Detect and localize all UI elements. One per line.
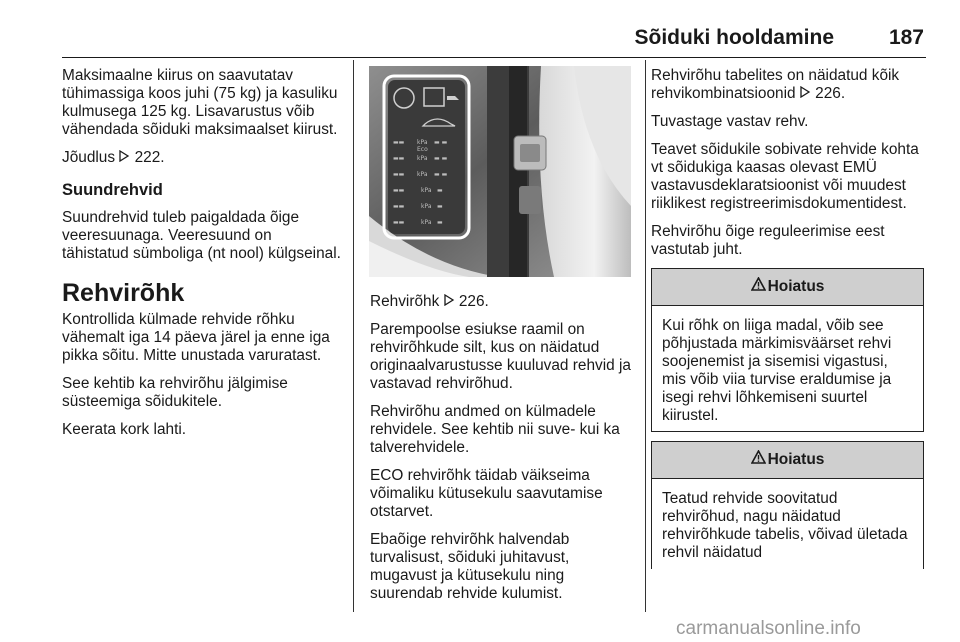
svg-text:▬ ▬: ▬ ▬ xyxy=(434,171,448,178)
svg-text:kPa: kPa xyxy=(417,155,428,162)
page-title: Sõiduki hooldamine xyxy=(634,26,834,49)
warning-triangle-icon xyxy=(751,269,766,305)
svg-text:▬: ▬ xyxy=(437,187,443,194)
left-column xyxy=(62,67,342,449)
svg-text:kPa: kPa xyxy=(421,219,432,226)
right-column xyxy=(651,67,931,269)
warning-box-2 xyxy=(651,441,924,569)
cross-reference-arrow-icon xyxy=(444,293,455,311)
svg-text:▬▬: ▬▬ xyxy=(393,155,405,162)
warning-text: Teatud rehvide soovitatud rehvirõhud, nagu näidatud rehvirõhkude tabelis, võivad ületada rehvil näidatud xyxy=(662,490,908,561)
ref-page[interactable]: 226. xyxy=(458,293,489,310)
warning-title: Hoiatus xyxy=(767,278,825,295)
ref-text: Jõudlus xyxy=(62,149,116,166)
paragraph-check-pressure: Kontrollida külmade rehvide rõhku vähemalt iga 14 päeva järel ja enne iga pikka sõitu. Mitte unustada varuratast. xyxy=(62,311,330,364)
warning-title: Hoiatus xyxy=(767,451,825,468)
page-header xyxy=(0,0,960,60)
paragraph-tpms: See kehtib ka rehvirõhu jälgimise süsteemiga sõidukitele. xyxy=(62,375,288,410)
svg-text:kPa: kPa xyxy=(421,203,432,210)
ref-text: Rehvirõhu tabelites on näidatud kõik rehvikombinatsioonid xyxy=(651,67,900,102)
paragraph-unscrew-cap: Keerata kork lahti. xyxy=(62,421,187,438)
paragraph-conformity: Teavet sõidukile sobivate rehvide kohta vt sõidukiga kaasas olevast EMÜ vastavusdeklaratsioonist või muudest riiklikest registreerimisdokumentidest. xyxy=(651,141,919,212)
warning-header xyxy=(652,442,923,479)
warning-box-1 xyxy=(651,268,924,432)
paragraph-identify-tyre: Tuvastage vastav rehv. xyxy=(651,113,809,130)
warning-header xyxy=(652,269,923,306)
paragraph-label-location: Parempoolse esiukse raamil on rehvirõhkude silt, kus on näidatud originaalvarustusse kuuluvad rehvid ja vastavad rehvirõhud. xyxy=(370,321,631,392)
svg-text:▬ ▬: ▬ ▬ xyxy=(434,139,448,146)
cross-reference-arrow-icon xyxy=(119,149,130,167)
cross-reference-arrow-icon xyxy=(800,85,811,103)
paragraph-eco-pressure: ECO rehvirõhk täidab väikseima võimaliku kütusekulu saavutamise otstarvet. xyxy=(370,467,603,520)
paragraph-performance-ref xyxy=(62,149,342,167)
paragraph-driver-responsible: Rehvirõhu õige reguleerimise eest vastutab juht. xyxy=(651,223,885,258)
tyre-pressure-label-photo xyxy=(369,66,631,277)
paragraph-wrong-pressure: Ebaõige rehvirõhk halvendab turvalisust, sõiduki juhitavust, mugavust ja kütusekulu ning suurendab rehvide kulumist. xyxy=(370,531,570,602)
svg-text:▬▬: ▬▬ xyxy=(393,187,405,194)
svg-text:▬ ▬: ▬ ▬ xyxy=(434,155,448,162)
header-rule xyxy=(62,57,926,58)
paragraph-pressure-ref xyxy=(370,293,638,311)
paragraph-max-speed: Maksimaalne kiirus on saavutatav tühimassiga koos juhi (75 kg) ja kasuliku kulmusega 125 kg. Lisavarustus võib vähendada sõiduki maksimaalset kiirust. xyxy=(62,67,338,138)
svg-text:▬: ▬ xyxy=(437,203,443,210)
ref-page[interactable]: 222. xyxy=(134,149,165,166)
warning-triangle-icon xyxy=(751,442,766,478)
svg-text:kPa: kPa xyxy=(417,171,428,178)
warning-text: Kui rõhk on liiga madal, võib see põhjustada märkimisväärset rehvi soojenemist ja sisemisi vigastusi, mis võib viia turvise eraldumise ja isegi rehvi lõhkemiseni suurtel kiirustel. xyxy=(662,317,892,424)
svg-text:Eco: Eco xyxy=(417,146,428,153)
column-divider-left xyxy=(353,60,354,612)
heading-suundrehvid: Suundrehvid xyxy=(62,181,163,199)
svg-text:kPa: kPa xyxy=(417,139,428,146)
middle-column xyxy=(370,293,638,613)
svg-text:kPa: kPa xyxy=(421,187,432,194)
paragraph-directional-tyres: Suundrehvid tuleb paigaldada õige veeresuunaga. Veeresuund on tähistatud sümboliga (nt nool) külgseinal. xyxy=(62,209,341,262)
svg-text:▬: ▬ xyxy=(437,219,443,226)
heading-rehvirohk: Rehvirõhk xyxy=(62,279,185,307)
column-divider-right xyxy=(645,60,646,612)
page-number: 187 xyxy=(888,26,924,49)
ref-page[interactable]: 226. xyxy=(815,85,846,102)
paragraph-tables-ref xyxy=(651,67,931,103)
ref-text: Rehvirõhk xyxy=(370,293,440,310)
svg-text:▬▬: ▬▬ xyxy=(393,219,405,226)
svg-text:▬▬: ▬▬ xyxy=(393,139,405,146)
watermark: carmanualsonline.info xyxy=(676,618,861,639)
paragraph-cold-tyres: Rehvirõhu andmed on külmadele rehvidele. See kehtib nii suve- kui ka talverehvidele. xyxy=(370,403,620,456)
svg-text:▬▬: ▬▬ xyxy=(393,203,405,210)
svg-text:▬▬: ▬▬ xyxy=(393,171,405,178)
